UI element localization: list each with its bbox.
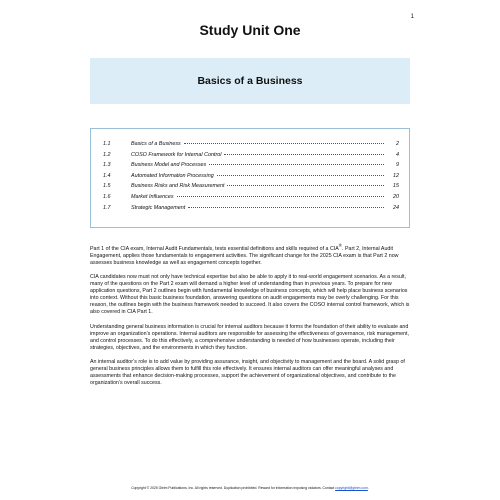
footer-end: . [367, 486, 369, 490]
toc-title: Business Model and Processes [131, 162, 207, 169]
table-of-contents [90, 128, 410, 228]
footer-text: Copyright © 2025 Gleim Publications, Inc. All rights reserved. Duplication prohibited. Reward for information exposing violators. Contact [131, 486, 336, 490]
toc-row[interactable] [103, 205, 399, 216]
toc-page: 4 [396, 151, 399, 158]
toc-row[interactable] [103, 162, 399, 173]
toc-number: 1.2 [103, 151, 111, 158]
body-text [90, 242, 410, 395]
toc-title: COSO Framework for Internal Control [131, 151, 222, 158]
toc-row[interactable] [103, 183, 399, 194]
toc-page: 24 [393, 204, 399, 211]
page-number: 1 [410, 14, 414, 20]
toc-number: 1.5 [103, 183, 111, 190]
toc-row[interactable] [103, 141, 399, 152]
toc-page: 9 [396, 162, 399, 169]
section-banner [90, 58, 410, 104]
toc-title: Business Risks and Risk Measurement [131, 183, 225, 190]
toc-leader-dots [184, 143, 384, 144]
toc-title: Market Influences [131, 193, 174, 200]
toc-number: 1.6 [103, 193, 111, 200]
toc-number: 1.1 [103, 141, 111, 147]
toc-number: 1.3 [103, 162, 111, 169]
copyright-footer [0, 486, 500, 490]
toc-leader-dots [227, 185, 384, 186]
paragraph [90, 242, 410, 267]
toc-leader-dots [217, 175, 384, 176]
unit-title: Study Unit One [199, 22, 301, 38]
toc-number: 1.4 [103, 172, 111, 179]
copyright-email-link[interactable]: copyright@gleim.com [335, 486, 368, 490]
banner-title: Basics of a Business [197, 75, 303, 87]
toc-leader-dots [209, 164, 384, 165]
toc-page: 20 [393, 193, 399, 200]
toc-page: 15 [393, 183, 399, 190]
paragraph: An internal auditor’s role is to add value by providing assurance, insight, and objectivity to management and the board. A solid grasp of general business principles allows them to fulfill this role effectively. It ensures internal auditors can offer meaningful analyses and assessments that enhance decision-making processes, support the achievement of organizational objectives, and contribute to the organization’s overall success. [90, 359, 405, 387]
toc-number: 1.7 [103, 204, 111, 211]
toc-leader-dots [188, 207, 384, 208]
paragraph: CIA candidates now must not only have technical expertise but also be able to apply it to real-world engagement scenarios. As a result, many of the questions on the Part 2 exam will demand a higher level of understanding than in previous years. To prepare for new application questions, Part 2 outlines begin with fundamental knowledge of business concepts, which will help place business scenarios into context. Without this basic business foundation, answering questions on audit engagements may be overly challenging. For this reason, the outlines begin with the business framework needed to succeed. It also covers the COSO internal control framework, which is also covered in CIA Part 1. [90, 274, 410, 316]
toc-title: Basics of a Business [131, 141, 181, 147]
toc-row[interactable] [103, 194, 399, 205]
toc-page: 2 [396, 141, 399, 147]
toc-row[interactable] [103, 152, 399, 163]
paragraph-text: Part 1 of the CIA exam, Internal Audit Fundamentals, tests essential definitions and skills required of a CIA [90, 245, 339, 252]
paragraph: Understanding general business information is crucial for internal auditors because it forms the foundation of their ability to evaluate and improve an organization’s operations. Internal auditors are responsible for assessing the effectiveness of governance, risk management, and control processes. To do this effectively, a comprehensive understanding is needed of how businesses operate, including their strategies, objectives, and the environments in which they function. [90, 323, 409, 351]
toc-title: Automated Information Processing [131, 172, 214, 179]
toc-page: 12 [393, 172, 399, 179]
toc-title: Strategic Management [131, 204, 186, 211]
toc-leader-dots [177, 196, 384, 197]
registered-mark: ® [338, 243, 343, 248]
paragraph-text: . Part 2, Internal Audit Engagement, applies those fundamentals to engagement activities. The significant change for the 2025 CIA exam is that Part 2 now assesses business knowledge as well as engagement concepts together. [90, 245, 399, 266]
toc-row[interactable] [103, 173, 399, 184]
toc-leader-dots [224, 154, 384, 155]
